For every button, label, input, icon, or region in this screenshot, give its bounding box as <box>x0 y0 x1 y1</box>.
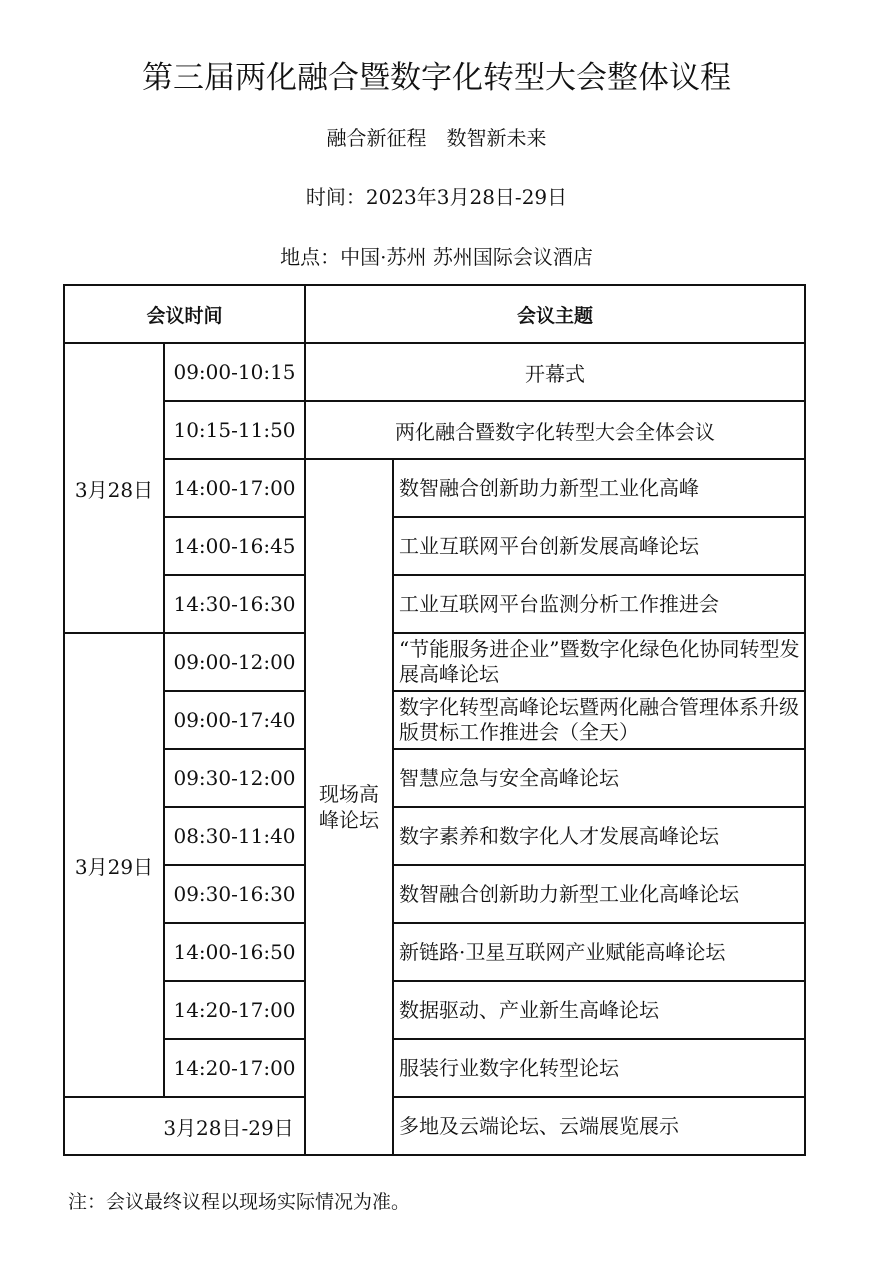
table-row <box>64 633 805 691</box>
table-row <box>64 343 805 401</box>
time-cell: 10:15-11:50 <box>164 401 305 459</box>
topic-cell: 两化融合暨数字化转型大会全体会议 <box>305 401 805 459</box>
table-row <box>64 1039 805 1097</box>
table-row <box>64 401 805 459</box>
time-cell: 09:00-12:00 <box>164 633 305 691</box>
agenda-table <box>63 284 806 1156</box>
footer-topic-cell: 多地及云端论坛、云端展览展示 <box>393 1097 805 1155</box>
topic-cell: 工业互联网平台监测分析工作推进会 <box>393 575 805 633</box>
topic-cell: 数智融合创新助力新型工业化高峰论坛 <box>393 865 805 923</box>
topic-cell: 数据驱动、产业新生高峰论坛 <box>393 981 805 1039</box>
table-row <box>64 575 805 633</box>
page-title: 第三届两化融合暨数字化转型大会整体议程 <box>142 60 731 96</box>
date-cell: 3月28日 <box>64 343 164 633</box>
table-header-row <box>64 285 805 343</box>
topic-cell: 工业互联网平台创新发展高峰论坛 <box>393 517 805 575</box>
header-topic: 会议主题 <box>305 285 805 343</box>
time-cell: 14:00-16:50 <box>164 923 305 981</box>
table-row <box>64 807 805 865</box>
topic-cell: “节能服务进企业”暨数字化绿色化协同转型发展高峰论坛 <box>393 633 805 691</box>
footer-date-cell: 3月28日-29日 <box>64 1097 393 1155</box>
table-row <box>64 981 805 1039</box>
topic-cell: 智慧应急与安全高峰论坛 <box>393 749 805 807</box>
header-time: 会议时间 <box>64 285 305 343</box>
table-row <box>64 517 805 575</box>
topic-cell: 新链路·卫星互联网产业赋能高峰论坛 <box>393 923 805 981</box>
table-row <box>64 691 805 749</box>
topic-cell: 开幕式 <box>305 343 805 401</box>
time-cell: 14:00-16:45 <box>164 517 305 575</box>
date-cell: 3月29日 <box>64 633 164 1097</box>
time-cell: 14:00-17:00 <box>164 459 305 517</box>
topic-cell: 数字素养和数字化人才发展高峰论坛 <box>393 807 805 865</box>
topic-cell: 服装行业数字化转型论坛 <box>393 1039 805 1097</box>
topic-cell: 数字化转型高峰论坛暨两化融合管理体系升级版贯标工作推进会（全天） <box>393 691 805 749</box>
footnote: 注：会议最终议程以现场实际情况为准。 <box>68 1191 411 1213</box>
time-cell: 14:20-17:00 <box>164 1039 305 1097</box>
time-cell: 14:30-16:30 <box>164 575 305 633</box>
time-cell: 09:00-10:15 <box>164 343 305 401</box>
topic-cell: 数智融合创新助力新型工业化高峰 <box>393 459 805 517</box>
time-cell: 14:20-17:00 <box>164 981 305 1039</box>
table-row <box>64 865 805 923</box>
time-cell: 09:00-17:40 <box>164 691 305 749</box>
table-row <box>64 459 805 517</box>
event-time: 时间：2023年3月28日-29日 <box>305 185 568 209</box>
time-cell: 09:30-16:30 <box>164 865 305 923</box>
event-location: 地点：中国·苏州 苏州国际会议酒店 <box>280 245 593 269</box>
slogan: 融合新征程 数智新未来 <box>326 126 547 150</box>
table-footer-row <box>64 1097 805 1155</box>
time-cell: 08:30-11:40 <box>164 807 305 865</box>
track-label-cell: 现场高峰论坛 <box>305 459 393 1155</box>
table-row <box>64 749 805 807</box>
time-cell: 09:30-12:00 <box>164 749 305 807</box>
table-row <box>64 923 805 981</box>
